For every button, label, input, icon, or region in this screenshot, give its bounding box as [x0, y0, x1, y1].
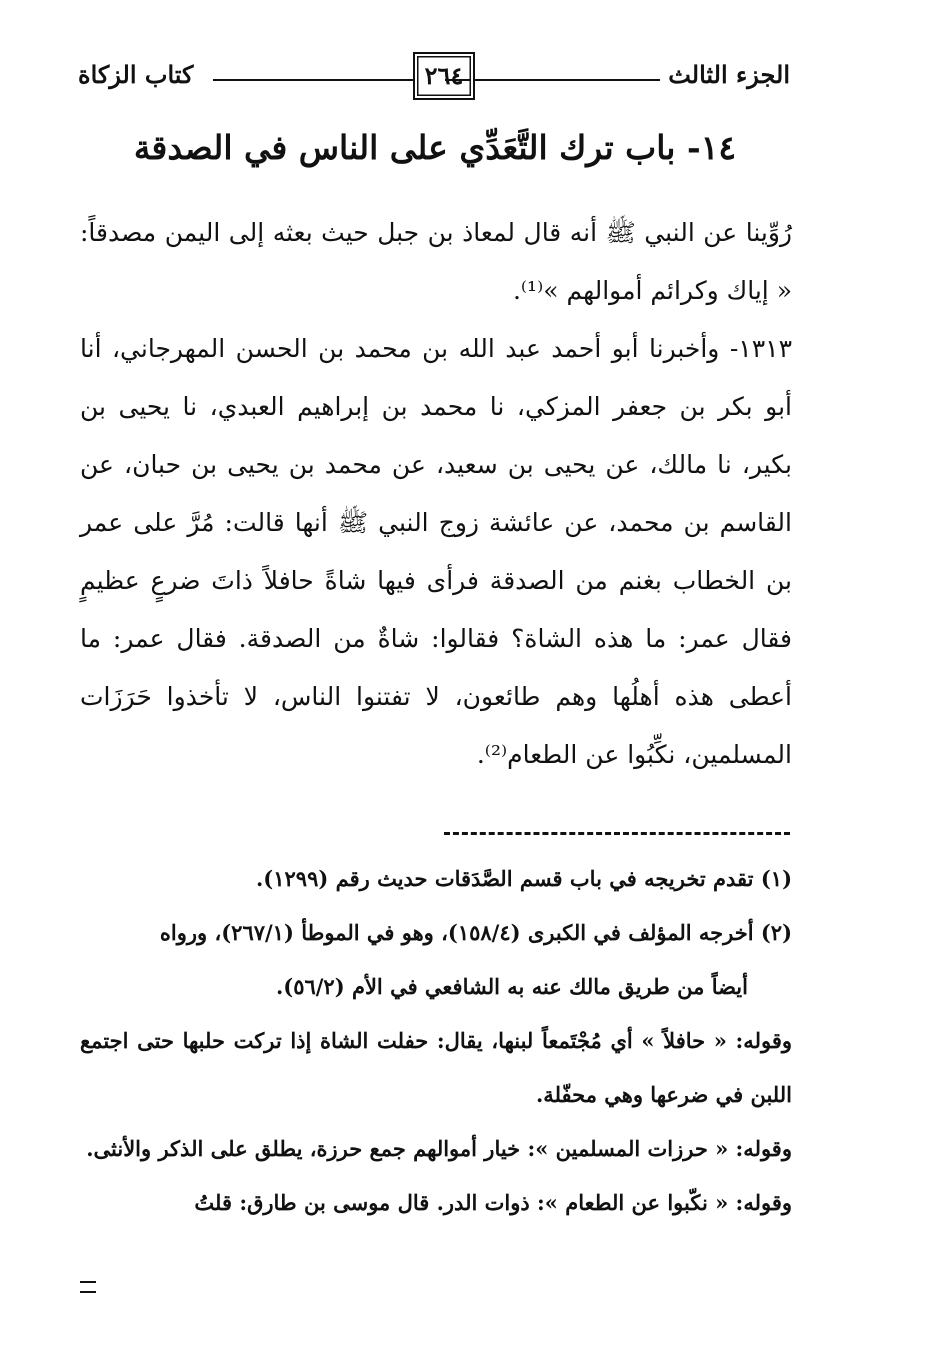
footnote-2-continued: أيضاً من طريق مالك عنه به الشافعي في الأم (٥٦/٢).: [275, 974, 748, 999]
intro-paragraph: رُوِّينا عن النبي ﷺ أنه قال لمعاذ بن جبل حيث بعثه إلى اليمن مصدقاً: « إياك وكرائم أموالهم »⁽¹⁾.: [80, 218, 792, 305]
footnote-separator: [444, 832, 790, 835]
gloss-hafil: وقوله: « حافلاً » أي مُجْتَمعاً لبنها، يقال: حفلت الشاة إذا تركت حلبها حتى اجتمع اللبن في ضرعها وهي محفّلة.: [80, 1028, 792, 1107]
header-rule-left: [213, 79, 413, 81]
gloss-nakkibu: وقوله: « نكّبوا عن الطعام »: ذوات الدر. قال موسى بن طارق: قلتُ: [194, 1190, 792, 1215]
gloss-hazarat: وقوله: « حرزات المسلمين »: خيار أموالهم جمع حرزة، يطلق على الذكر والأنثى.: [86, 1136, 792, 1161]
book-label: كتاب الزكاة: [78, 60, 194, 89]
chapter-title: ١٤- باب ترك التَّعَدِّي على الناس في الصدقة: [133, 128, 737, 167]
page-header: [78, 48, 790, 104]
footnote-2: (٢) أخرجه المؤلف في الكبرى (١٥٨/٤)، وهو في الموطأ (٢٦٧/١)، ورواه: [159, 920, 792, 945]
volume-label: الجزء الثالث: [668, 60, 790, 89]
main-text: [80, 204, 792, 784]
continuation-mark: [80, 1281, 96, 1293]
header-rule-right: [445, 79, 660, 81]
footnotes: [80, 852, 792, 1230]
footnote-1: (١) تقدم تخريجه في باب قسم الصَّدَقات حديث رقم (١٢٩٩).: [255, 866, 792, 891]
hadith-paragraph: ١٣١٣- وأخبرنا أبو أحمد عبد الله بن محمد بن الحسن المهرجاني، أنا أبو بكر بن جعفر المزكي، نا محمد بن إبراهيم العبدي، نا يحيى بن بكير، نا مالك، عن يحيى بن سعيد، عن محمد بن يحيى بن حبان، عن القاسم بن محمد، عن عائشة زوج النبي ﷺ أنها قالت: مُرَّ على عمر بن الخطاب بغنم من الصدقة فرأى فيها شاةً حافلاً ذاتَ ضرعٍ عظيمٍ فقال عمر: ما هذه الشاة؟ فقالوا: شاةٌ من الصدقة. فقال عمر: ما أعطى هذه أهلُها وهم طائعون، لا تفتنوا الناس، لا تأخذوا حَرَزَات المسلمين، نكِّبُوا عن الطعام⁽²⁾.: [80, 334, 792, 769]
page-number: ٢٦٤: [413, 52, 475, 100]
